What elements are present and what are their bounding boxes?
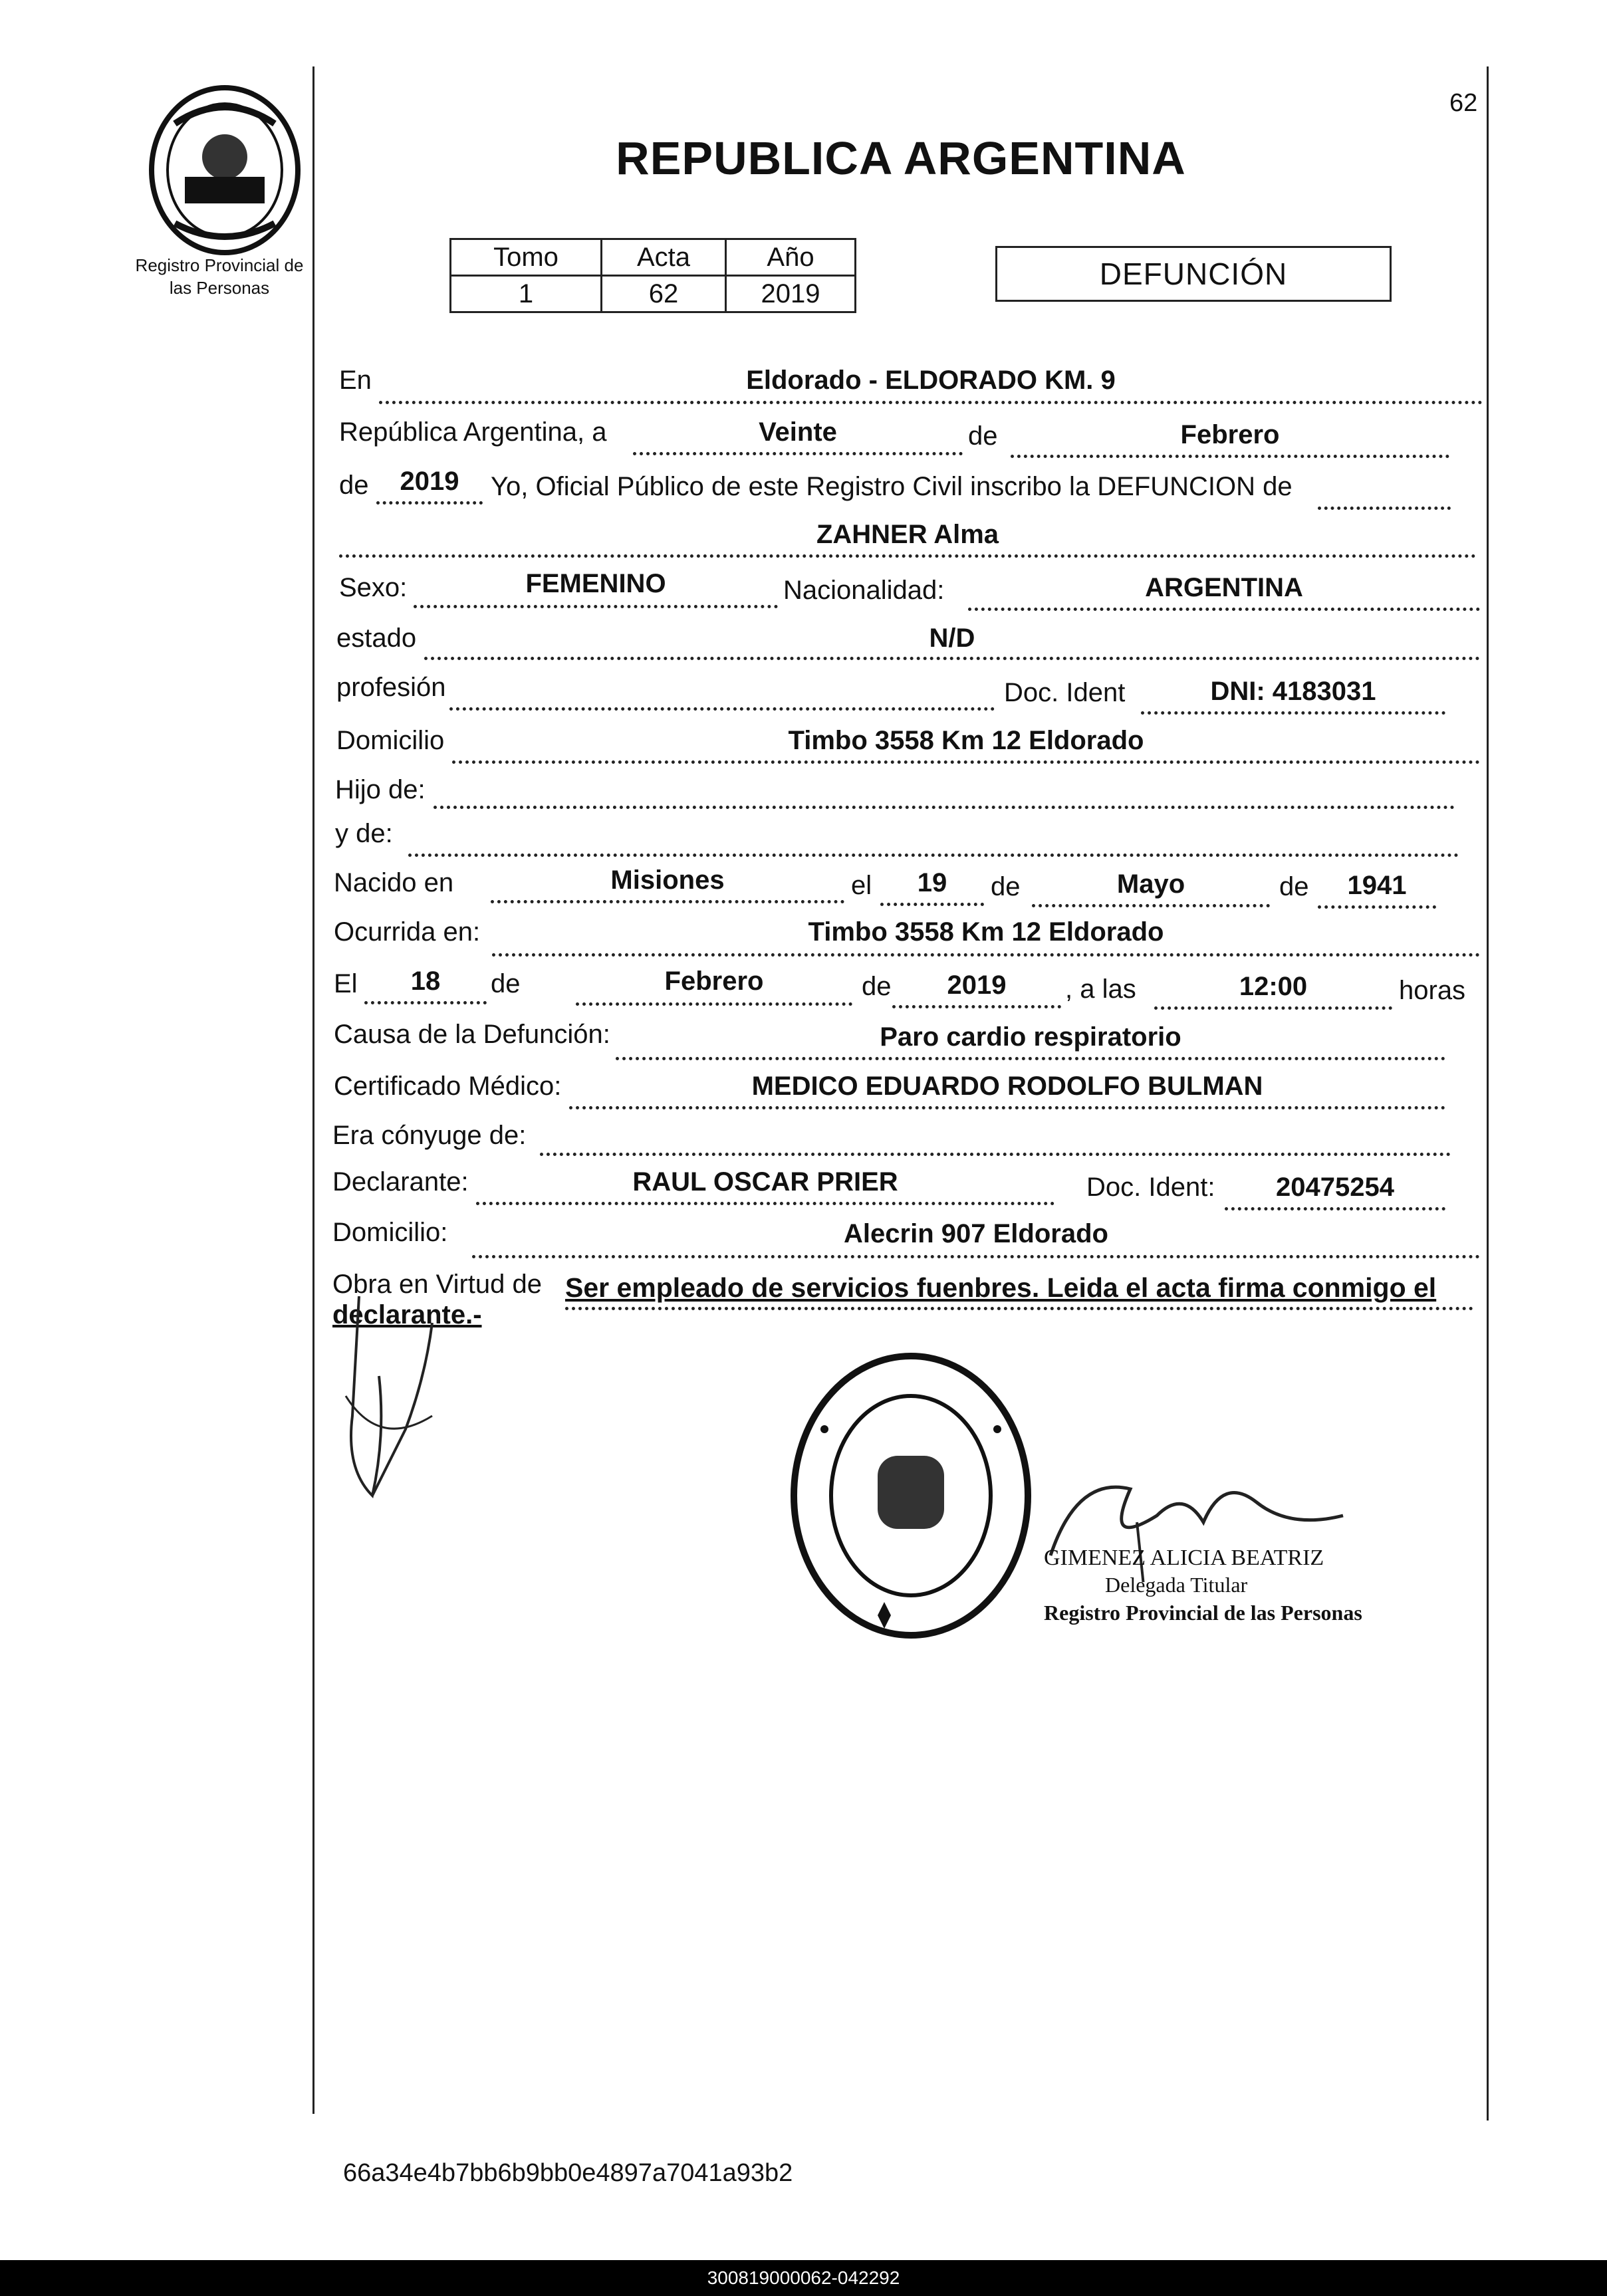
acta-value: 62 xyxy=(602,276,726,312)
ocurrida-underline xyxy=(492,953,1480,957)
estado-label: estado xyxy=(336,624,417,653)
signatory-org: Registro Provincial de las Personas xyxy=(1044,1601,1362,1625)
obra-underline-1 xyxy=(565,1307,1473,1310)
certificado-label: Certificado Médico: xyxy=(334,1072,562,1101)
decl-dom-underline xyxy=(472,1255,1480,1258)
place-underline xyxy=(379,401,1483,404)
inscribo-text: Yo, Oficial Público de este Registro Civil inscribo la DEFUNCION de xyxy=(491,472,1293,501)
domicilio-underline xyxy=(452,760,1480,764)
declarant-signature-icon xyxy=(332,1296,479,1575)
de-label-3: de xyxy=(991,872,1021,901)
footer-code: 300819000062-042292 xyxy=(707,2267,900,2288)
inscribo-underline xyxy=(1318,507,1451,510)
fallec-dia-underline xyxy=(364,1001,487,1004)
left-margin-rule xyxy=(312,66,314,2114)
anio-header: Año xyxy=(726,239,856,276)
page-number: 62 xyxy=(1449,89,1478,117)
estado-underline xyxy=(424,657,1480,660)
certificado-value: MEDICO EDUARDO RODOLFO BULMAN xyxy=(751,1072,1263,1101)
signatory-name: GIMENEZ ALICIA BEATRIZ xyxy=(1044,1546,1324,1570)
de-label-2: de xyxy=(339,471,369,500)
doc-ident-value: DNI: 4183031 xyxy=(1210,677,1376,706)
domicilio-label: Domicilio xyxy=(336,726,445,755)
month-value: Febrero xyxy=(1180,420,1280,449)
volume-table xyxy=(449,238,856,313)
y-de-underline xyxy=(408,854,1459,857)
nacido-lugar-value: Misiones xyxy=(610,865,725,895)
registry-caption-line1: Registro Provincial de xyxy=(135,255,304,275)
nacionalidad-underline xyxy=(968,608,1480,611)
causa-value: Paro cardio respiratorio xyxy=(880,1022,1181,1052)
de-label-4: de xyxy=(1279,872,1309,901)
y-de-label: y de: xyxy=(335,819,393,848)
acta-header: Acta xyxy=(602,239,726,276)
declarante-underline xyxy=(476,1202,1054,1205)
hijo-label: Hijo de: xyxy=(335,775,426,804)
obra-value-line1: Ser empleado de servicios fuenbres. Leida el acta firma conmigo el xyxy=(565,1272,1437,1303)
el2-label: El xyxy=(334,969,358,998)
record-type-box: DEFUNCIÓN xyxy=(995,246,1392,302)
nacido-dia-underline xyxy=(880,903,984,906)
conyuge-label: Era cónyuge de: xyxy=(332,1121,527,1150)
anio-value: 2019 xyxy=(726,276,856,312)
day-underline xyxy=(633,452,963,455)
decl-dom-label: Domicilio: xyxy=(332,1218,448,1247)
day-words-value: Veinte xyxy=(759,417,837,447)
registry-caption-line2: las Personas xyxy=(169,278,270,298)
hijo-underline xyxy=(433,806,1455,809)
year-underline xyxy=(376,501,483,505)
nacido-mes-underline xyxy=(1032,904,1270,907)
el-label: el xyxy=(851,871,872,900)
official-seal-icon xyxy=(785,1349,1037,1642)
decl-doc-value: 20475254 xyxy=(1276,1173,1394,1202)
document-title: REPUBLICA ARGENTINA xyxy=(616,132,1186,184)
sexo-label: Sexo: xyxy=(339,573,408,602)
causa-underline xyxy=(616,1057,1445,1060)
decl-dom-value: Alecrin 907 Eldorado xyxy=(844,1219,1108,1248)
declarante-label: Declarante: xyxy=(332,1167,469,1197)
doc-ident-underline xyxy=(1141,711,1445,715)
nacido-mes-value: Mayo xyxy=(1116,869,1185,899)
en-label: En xyxy=(339,366,372,395)
nacido-lugar-underline xyxy=(491,900,844,903)
de-label-6: de xyxy=(862,972,892,1001)
obra-label: Obra en Virtud de xyxy=(332,1270,543,1299)
month-underline xyxy=(1011,455,1449,458)
sexo-underline xyxy=(414,605,778,608)
footer-code-bar xyxy=(0,2260,1607,2296)
tomo-header: Tomo xyxy=(451,239,602,276)
de-label-5: de xyxy=(491,969,521,998)
horas-label: horas xyxy=(1399,976,1466,1005)
deceased-name: ZAHNER Alma xyxy=(816,520,999,549)
fallec-hora-underline xyxy=(1154,1006,1392,1010)
profesion-underline xyxy=(449,707,995,711)
fallec-dia-value: 18 xyxy=(410,967,441,996)
nacido-dia-value: 19 xyxy=(917,868,947,897)
a-las-label: , a las xyxy=(1065,975,1136,1004)
registry-caption xyxy=(106,254,332,299)
signatory-role: Delegada Titular xyxy=(1105,1573,1248,1597)
ocurrida-label: Ocurrida en: xyxy=(334,917,481,947)
obra-value-line2: declarante.- xyxy=(332,1300,482,1329)
nacido-anio-value: 1941 xyxy=(1347,871,1407,900)
decl-doc-label: Doc. Ident: xyxy=(1086,1173,1215,1202)
estado-value: N/D xyxy=(929,624,975,653)
nacionalidad-label: Nacionalidad: xyxy=(783,576,945,605)
name-underline xyxy=(339,554,1476,558)
fallec-hora-value: 12:00 xyxy=(1239,972,1308,1001)
declarante-value: RAUL OSCAR PRIER xyxy=(632,1167,898,1197)
doc-ident-label: Doc. Ident xyxy=(1004,678,1126,707)
profesion-label: profesión xyxy=(336,673,446,702)
right-margin-rule xyxy=(1487,66,1489,2121)
document-hash: 66a34e4b7bb6b9bb0e4897a7041a93b2 xyxy=(343,2159,793,2187)
place-value: Eldorado - ELDORADO KM. 9 xyxy=(746,366,1116,395)
de-label-1: de xyxy=(968,421,998,451)
fallec-anio-underline xyxy=(892,1005,1061,1008)
fallec-mes-value: Febrero xyxy=(664,967,764,996)
sexo-value: FEMENINO xyxy=(525,569,666,598)
nacionalidad-value: ARGENTINA xyxy=(1145,573,1303,602)
conyuge-underline xyxy=(540,1153,1451,1156)
decl-doc-underline xyxy=(1225,1207,1445,1210)
causa-label: Causa de la Defunción: xyxy=(334,1020,610,1049)
domicilio-value: Timbo 3558 Km 12 Eldorado xyxy=(788,726,1144,755)
ocurrida-value: Timbo 3558 Km 12 Eldorado xyxy=(808,917,1164,947)
nacido-anio-underline xyxy=(1318,905,1436,909)
tomo-value: 1 xyxy=(451,276,602,312)
republica-label: República Argentina, a xyxy=(339,417,607,447)
certificado-underline xyxy=(569,1106,1445,1109)
nacido-label: Nacido en xyxy=(334,868,454,897)
year-value: 2019 xyxy=(400,467,459,496)
fallec-mes-underline xyxy=(576,1002,852,1006)
fallec-anio-value: 2019 xyxy=(947,971,1007,1000)
